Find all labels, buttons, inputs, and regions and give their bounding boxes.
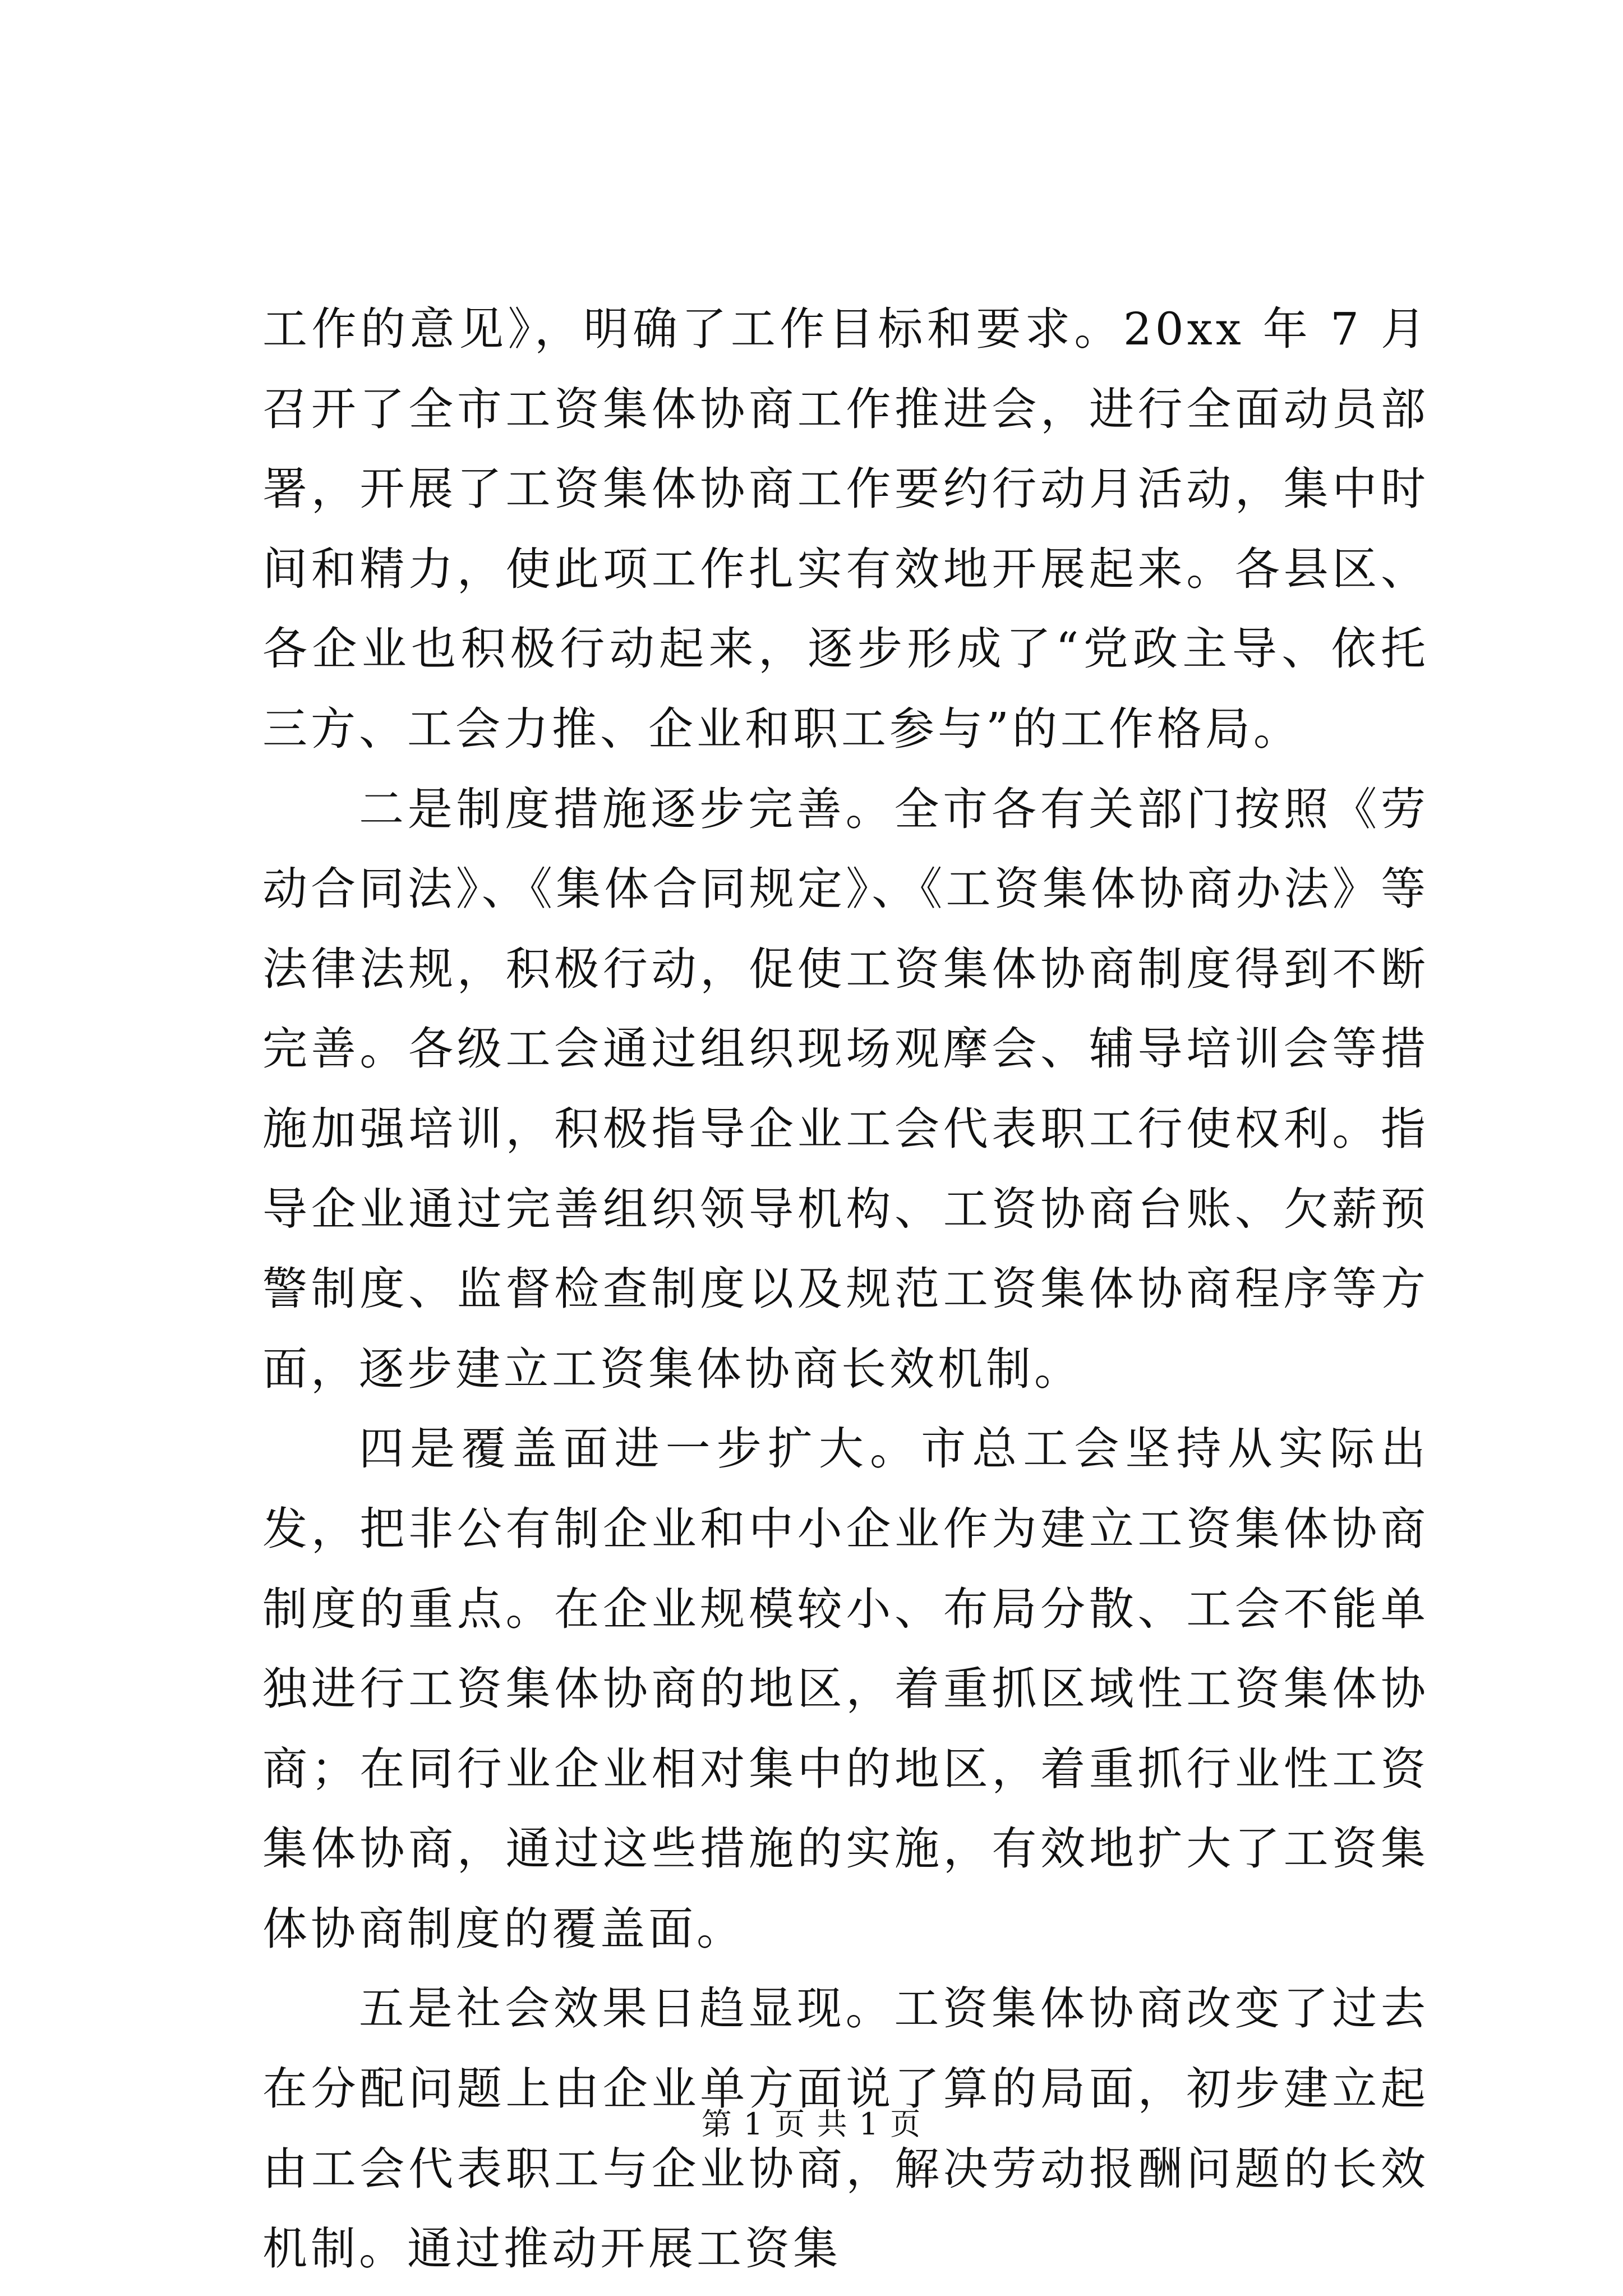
- paragraph-institutional-measures: 二是制度措施逐步完善。全市各有关部门按照《劳动合同法》、《集体合同规定》、《工资集体协商办法》等法律法规，积极行动，促使工资集体协商制度得到不断完善。各级工会通过组织现场观摩会、辅导培训会等措施加强培训，积极指导企业工会代表职工行使权利。指导企业通过完善组织领导机构、工资协商台账、欠薪预警制度、监督检查制度以及规范工资集体协商程序等方面，逐步建立工资集体协商长效机制。: [262, 783, 1429, 1395]
- paragraph-continuation: 工作的意见》，明确了工作目标和要求。20xx 年 7 月召开了全市工资集体协商工作推进会，进行全面动员部署，开展了工资集体协商工作要约行动月活动，集中时间和精力，使此项工作扎实有效地开展起来。各县区、各企业也积极行动起来，逐步形成了“党政主导、依托三方、工会力推、企业和职工参与”的工作格局。: [262, 303, 1429, 755]
- paragraph-coverage-expansion: 四是覆盖面进一步扩大。市总工会坚持从实际出发，把非公有制企业和中小企业作为建立工资集体协商制度的重点。在企业规模较小、布局分散、工会不能单独进行工资集体协商的地区，着重抓区域性工资集体协商；在同行业企业相对集中的地区，着重抓行业性工资集体协商，通过这些措施的实施，有效地扩大了工资集体协商制度的覆盖面。: [262, 1423, 1429, 1955]
- page-number-footer: 第 1 页 共 1 页: [701, 2106, 922, 2142]
- document-body: [262, 289, 1429, 2289]
- paragraph-social-effects: 五是社会效果日趋显现。工资集体协商改变了过去在分配问题上由企业单方面说了算的局面，初步建立起由工会代表职工与企业协商，解决劳动报酬问题的长效机制。通过推动开展工资集: [262, 1982, 1429, 2275]
